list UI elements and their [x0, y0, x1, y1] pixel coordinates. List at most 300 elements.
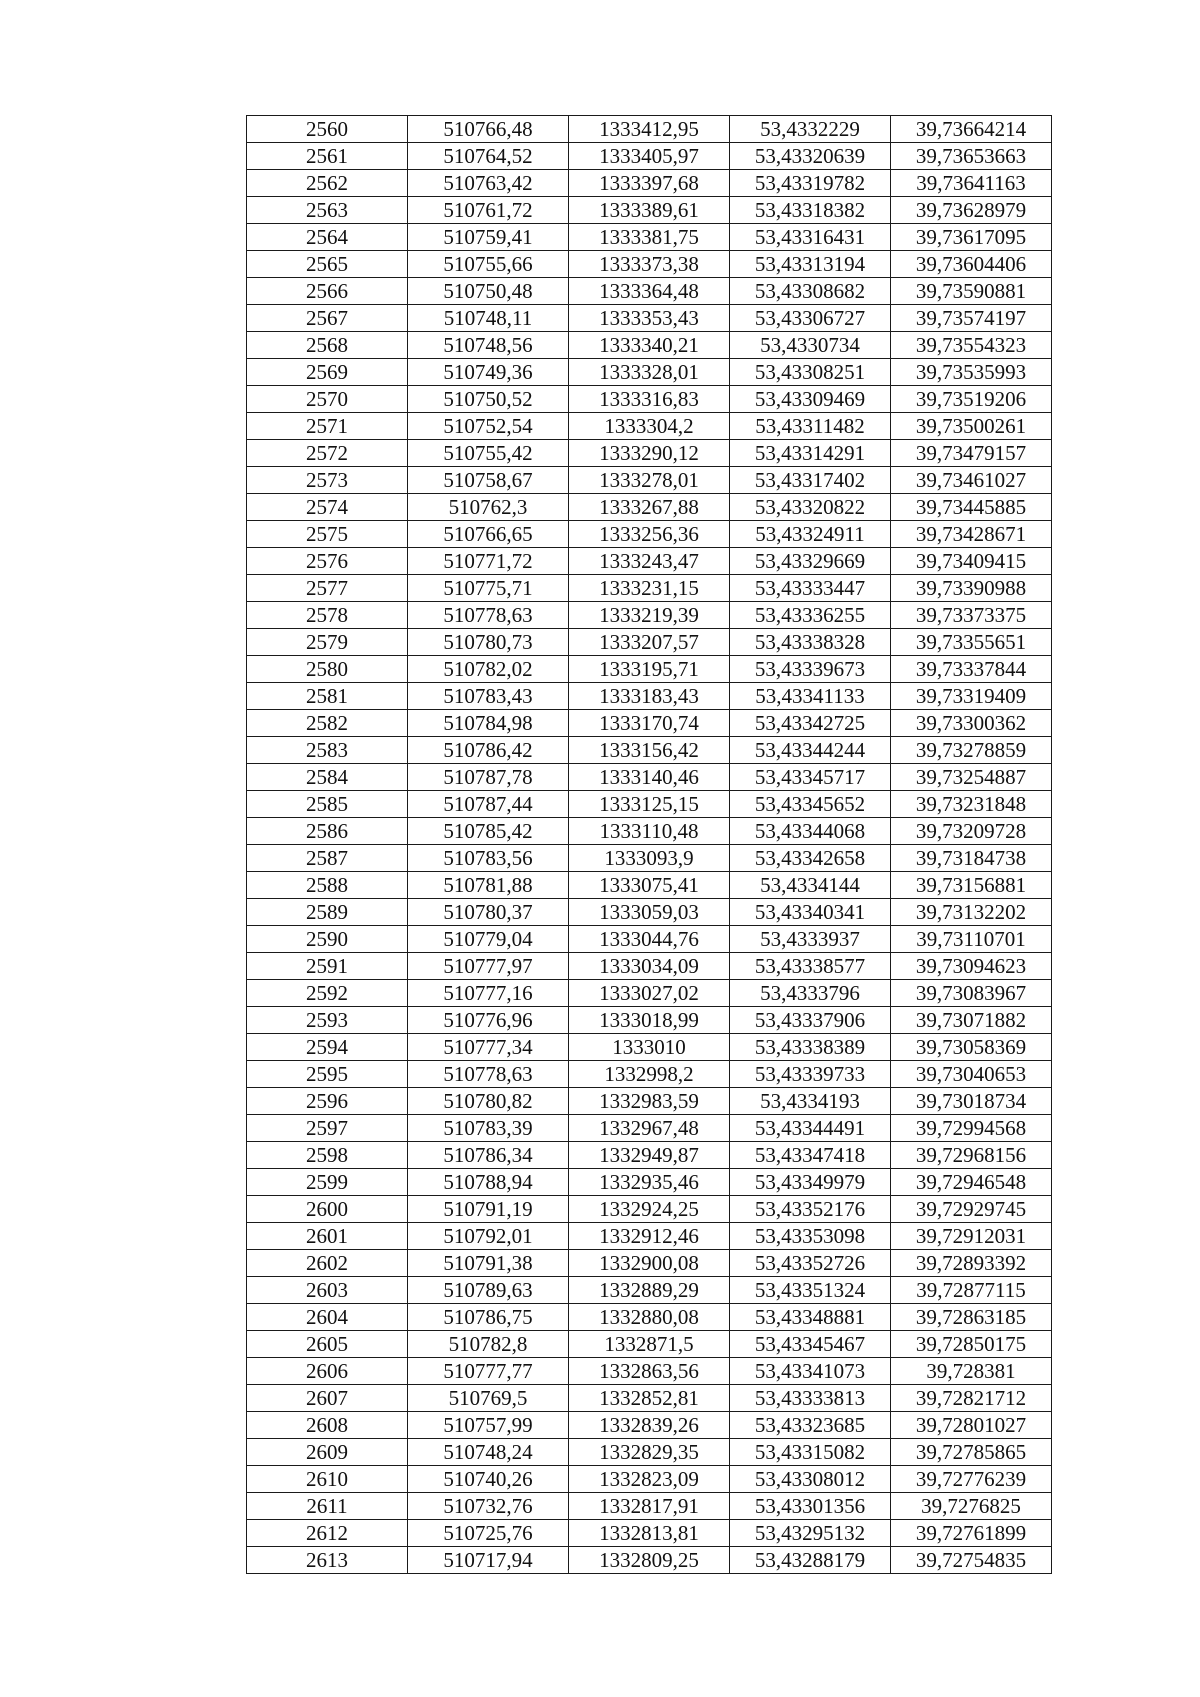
latitude-cell: 53,43337906 [730, 1007, 891, 1034]
y-coordinate-cell: 1333183,43 [569, 683, 730, 710]
x-coordinate-cell: 510788,94 [408, 1169, 569, 1196]
table-row [247, 1115, 1052, 1142]
latitude-cell: 53,43342658 [730, 845, 891, 872]
point-number-cell: 2609 [247, 1439, 408, 1466]
point-number-cell: 2574 [247, 494, 408, 521]
x-coordinate-cell: 510759,41 [408, 224, 569, 251]
longitude-cell: 39,73300362 [891, 710, 1052, 737]
y-coordinate-cell: 1333389,61 [569, 197, 730, 224]
y-coordinate-cell: 1333207,57 [569, 629, 730, 656]
point-number-cell: 2580 [247, 656, 408, 683]
y-coordinate-cell: 1333381,75 [569, 224, 730, 251]
table-row [247, 656, 1052, 683]
longitude-cell: 39,73617095 [891, 224, 1052, 251]
y-coordinate-cell: 1333195,71 [569, 656, 730, 683]
table-row [247, 737, 1052, 764]
point-number-cell: 2587 [247, 845, 408, 872]
point-number-cell: 2576 [247, 548, 408, 575]
y-coordinate-cell: 1333412,95 [569, 116, 730, 143]
table-row [247, 1331, 1052, 1358]
table-row [247, 710, 1052, 737]
point-number-cell: 2590 [247, 926, 408, 953]
point-number-cell: 2565 [247, 251, 408, 278]
point-number-cell: 2596 [247, 1088, 408, 1115]
latitude-cell: 53,43316431 [730, 224, 891, 251]
point-number-cell: 2561 [247, 143, 408, 170]
x-coordinate-cell: 510725,76 [408, 1520, 569, 1547]
point-number-cell: 2599 [247, 1169, 408, 1196]
point-number-cell: 2563 [247, 197, 408, 224]
latitude-cell: 53,43344491 [730, 1115, 891, 1142]
latitude-cell: 53,43323685 [730, 1412, 891, 1439]
point-number-cell: 2569 [247, 359, 408, 386]
x-coordinate-cell: 510748,56 [408, 332, 569, 359]
longitude-cell: 39,73254887 [891, 764, 1052, 791]
table-row [247, 980, 1052, 1007]
x-coordinate-cell: 510782,02 [408, 656, 569, 683]
longitude-cell: 39,72785865 [891, 1439, 1052, 1466]
y-coordinate-cell: 1332967,48 [569, 1115, 730, 1142]
point-number-cell: 2601 [247, 1223, 408, 1250]
latitude-cell: 53,43352726 [730, 1250, 891, 1277]
y-coordinate-cell: 1333316,83 [569, 386, 730, 413]
table-row [247, 1277, 1052, 1304]
longitude-cell: 39,72946548 [891, 1169, 1052, 1196]
latitude-cell: 53,43344068 [730, 818, 891, 845]
point-number-cell: 2573 [247, 467, 408, 494]
table-row [247, 1520, 1052, 1547]
table-row [247, 1250, 1052, 1277]
longitude-cell: 39,73574197 [891, 305, 1052, 332]
x-coordinate-cell: 510781,88 [408, 872, 569, 899]
latitude-cell: 53,43339673 [730, 656, 891, 683]
longitude-cell: 39,73519206 [891, 386, 1052, 413]
y-coordinate-cell: 1332924,25 [569, 1196, 730, 1223]
latitude-cell: 53,4330734 [730, 332, 891, 359]
x-coordinate-cell: 510758,67 [408, 467, 569, 494]
longitude-cell: 39,72968156 [891, 1142, 1052, 1169]
table-row [247, 926, 1052, 953]
latitude-cell: 53,43308012 [730, 1466, 891, 1493]
longitude-cell: 39,72893392 [891, 1250, 1052, 1277]
point-number-cell: 2568 [247, 332, 408, 359]
point-number-cell: 2612 [247, 1520, 408, 1547]
x-coordinate-cell: 510778,63 [408, 602, 569, 629]
point-number-cell: 2572 [247, 440, 408, 467]
longitude-cell: 39,73156881 [891, 872, 1052, 899]
table-row [247, 1034, 1052, 1061]
y-coordinate-cell: 1332809,25 [569, 1547, 730, 1574]
y-coordinate-cell: 1333353,43 [569, 305, 730, 332]
y-coordinate-cell: 1333034,09 [569, 953, 730, 980]
table-row [247, 1412, 1052, 1439]
x-coordinate-cell: 510732,76 [408, 1493, 569, 1520]
longitude-cell: 39,73409415 [891, 548, 1052, 575]
y-coordinate-cell: 1333075,41 [569, 872, 730, 899]
y-coordinate-cell: 1333256,36 [569, 521, 730, 548]
latitude-cell: 53,43317402 [730, 467, 891, 494]
x-coordinate-cell: 510789,63 [408, 1277, 569, 1304]
longitude-cell: 39,73554323 [891, 332, 1052, 359]
longitude-cell: 39,73040653 [891, 1061, 1052, 1088]
longitude-cell: 39,73445885 [891, 494, 1052, 521]
y-coordinate-cell: 1332935,46 [569, 1169, 730, 1196]
x-coordinate-cell: 510786,75 [408, 1304, 569, 1331]
longitude-cell: 39,73461027 [891, 467, 1052, 494]
x-coordinate-cell: 510784,98 [408, 710, 569, 737]
longitude-cell: 39,7276825 [891, 1493, 1052, 1520]
table-row [247, 1439, 1052, 1466]
longitude-cell: 39,73094623 [891, 953, 1052, 980]
y-coordinate-cell: 1333364,48 [569, 278, 730, 305]
point-number-cell: 2597 [247, 1115, 408, 1142]
latitude-cell: 53,43349979 [730, 1169, 891, 1196]
y-coordinate-cell: 1332823,09 [569, 1466, 730, 1493]
longitude-cell: 39,73018734 [891, 1088, 1052, 1115]
latitude-cell: 53,43348881 [730, 1304, 891, 1331]
point-number-cell: 2583 [247, 737, 408, 764]
latitude-cell: 53,4334144 [730, 872, 891, 899]
latitude-cell: 53,43324911 [730, 521, 891, 548]
longitude-cell: 39,73590881 [891, 278, 1052, 305]
point-number-cell: 2579 [247, 629, 408, 656]
table-row [247, 143, 1052, 170]
table-row [247, 305, 1052, 332]
latitude-cell: 53,43341133 [730, 683, 891, 710]
point-number-cell: 2610 [247, 1466, 408, 1493]
table-row [247, 386, 1052, 413]
point-number-cell: 2585 [247, 791, 408, 818]
y-coordinate-cell: 1333093,9 [569, 845, 730, 872]
x-coordinate-cell: 510750,52 [408, 386, 569, 413]
latitude-cell: 53,43344244 [730, 737, 891, 764]
y-coordinate-cell: 1333044,76 [569, 926, 730, 953]
y-coordinate-cell: 1332912,46 [569, 1223, 730, 1250]
table-row [247, 1196, 1052, 1223]
latitude-cell: 53,43308682 [730, 278, 891, 305]
longitude-cell: 39,72821712 [891, 1385, 1052, 1412]
y-coordinate-cell: 1333278,01 [569, 467, 730, 494]
table-row [247, 467, 1052, 494]
longitude-cell: 39,72912031 [891, 1223, 1052, 1250]
latitude-cell: 53,43329669 [730, 548, 891, 575]
latitude-cell: 53,4332229 [730, 116, 891, 143]
y-coordinate-cell: 1332871,5 [569, 1331, 730, 1358]
latitude-cell: 53,43306727 [730, 305, 891, 332]
latitude-cell: 53,4334193 [730, 1088, 891, 1115]
coordinates-table-body [247, 116, 1052, 1574]
x-coordinate-cell: 510783,43 [408, 683, 569, 710]
point-number-cell: 2591 [247, 953, 408, 980]
longitude-cell: 39,73209728 [891, 818, 1052, 845]
y-coordinate-cell: 1332817,91 [569, 1493, 730, 1520]
table-row [247, 548, 1052, 575]
x-coordinate-cell: 510717,94 [408, 1547, 569, 1574]
latitude-cell: 53,43333813 [730, 1385, 891, 1412]
y-coordinate-cell: 1333304,2 [569, 413, 730, 440]
x-coordinate-cell: 510791,19 [408, 1196, 569, 1223]
table-row [247, 818, 1052, 845]
y-coordinate-cell: 1333156,42 [569, 737, 730, 764]
longitude-cell: 39,73231848 [891, 791, 1052, 818]
y-coordinate-cell: 1333125,15 [569, 791, 730, 818]
y-coordinate-cell: 1333231,15 [569, 575, 730, 602]
y-coordinate-cell: 1333059,03 [569, 899, 730, 926]
y-coordinate-cell: 1332889,29 [569, 1277, 730, 1304]
longitude-cell: 39,72877115 [891, 1277, 1052, 1304]
point-number-cell: 2570 [247, 386, 408, 413]
table-row [247, 1061, 1052, 1088]
y-coordinate-cell: 1332839,26 [569, 1412, 730, 1439]
table-row [247, 1142, 1052, 1169]
x-coordinate-cell: 510779,04 [408, 926, 569, 953]
table-row [247, 872, 1052, 899]
longitude-cell: 39,72994568 [891, 1115, 1052, 1142]
point-number-cell: 2584 [247, 764, 408, 791]
longitude-cell: 39,72850175 [891, 1331, 1052, 1358]
y-coordinate-cell: 1333290,12 [569, 440, 730, 467]
table-row [247, 602, 1052, 629]
y-coordinate-cell: 1333397,68 [569, 170, 730, 197]
longitude-cell: 39,73641163 [891, 170, 1052, 197]
y-coordinate-cell: 1332813,81 [569, 1520, 730, 1547]
x-coordinate-cell: 510755,42 [408, 440, 569, 467]
table-row [247, 1466, 1052, 1493]
x-coordinate-cell: 510766,65 [408, 521, 569, 548]
longitude-cell: 39,72754835 [891, 1547, 1052, 1574]
longitude-cell: 39,73083967 [891, 980, 1052, 1007]
point-number-cell: 2606 [247, 1358, 408, 1385]
latitude-cell: 53,43333447 [730, 575, 891, 602]
longitude-cell: 39,73428671 [891, 521, 1052, 548]
longitude-cell: 39,73278859 [891, 737, 1052, 764]
point-number-cell: 2562 [247, 170, 408, 197]
x-coordinate-cell: 510776,96 [408, 1007, 569, 1034]
longitude-cell: 39,73071882 [891, 1007, 1052, 1034]
point-number-cell: 2581 [247, 683, 408, 710]
table-row [247, 1385, 1052, 1412]
table-row [247, 899, 1052, 926]
y-coordinate-cell: 1333267,88 [569, 494, 730, 521]
x-coordinate-cell: 510771,72 [408, 548, 569, 575]
table-row [247, 278, 1052, 305]
x-coordinate-cell: 510755,66 [408, 251, 569, 278]
latitude-cell: 53,43351324 [730, 1277, 891, 1304]
latitude-cell: 53,43345717 [730, 764, 891, 791]
table-row [247, 332, 1052, 359]
latitude-cell: 53,43320822 [730, 494, 891, 521]
latitude-cell: 53,43345652 [730, 791, 891, 818]
x-coordinate-cell: 510748,24 [408, 1439, 569, 1466]
latitude-cell: 53,43345467 [730, 1331, 891, 1358]
x-coordinate-cell: 510777,16 [408, 980, 569, 1007]
longitude-cell: 39,72761899 [891, 1520, 1052, 1547]
y-coordinate-cell: 1332863,56 [569, 1358, 730, 1385]
y-coordinate-cell: 1333027,02 [569, 980, 730, 1007]
y-coordinate-cell: 1333010 [569, 1034, 730, 1061]
longitude-cell: 39,73132202 [891, 899, 1052, 926]
point-number-cell: 2611 [247, 1493, 408, 1520]
longitude-cell: 39,73500261 [891, 413, 1052, 440]
x-coordinate-cell: 510780,82 [408, 1088, 569, 1115]
y-coordinate-cell: 1332852,81 [569, 1385, 730, 1412]
y-coordinate-cell: 1333328,01 [569, 359, 730, 386]
point-number-cell: 2593 [247, 1007, 408, 1034]
y-coordinate-cell: 1333373,38 [569, 251, 730, 278]
x-coordinate-cell: 510785,42 [408, 818, 569, 845]
latitude-cell: 53,43319782 [730, 170, 891, 197]
latitude-cell: 53,43342725 [730, 710, 891, 737]
point-number-cell: 2604 [247, 1304, 408, 1331]
x-coordinate-cell: 510775,71 [408, 575, 569, 602]
table-row [247, 440, 1052, 467]
point-number-cell: 2571 [247, 413, 408, 440]
longitude-cell: 39,73355651 [891, 629, 1052, 656]
latitude-cell: 53,43288179 [730, 1547, 891, 1574]
point-number-cell: 2607 [247, 1385, 408, 1412]
table-row [247, 1493, 1052, 1520]
x-coordinate-cell: 510780,73 [408, 629, 569, 656]
point-number-cell: 2586 [247, 818, 408, 845]
x-coordinate-cell: 510757,99 [408, 1412, 569, 1439]
longitude-cell: 39,728381 [891, 1358, 1052, 1385]
point-number-cell: 2608 [247, 1412, 408, 1439]
x-coordinate-cell: 510786,42 [408, 737, 569, 764]
table-row [247, 953, 1052, 980]
x-coordinate-cell: 510764,52 [408, 143, 569, 170]
table-row [247, 224, 1052, 251]
longitude-cell: 39,72863185 [891, 1304, 1052, 1331]
latitude-cell: 53,43320639 [730, 143, 891, 170]
x-coordinate-cell: 510791,38 [408, 1250, 569, 1277]
longitude-cell: 39,73535993 [891, 359, 1052, 386]
latitude-cell: 53,43318382 [730, 197, 891, 224]
longitude-cell: 39,73058369 [891, 1034, 1052, 1061]
table-row [247, 845, 1052, 872]
x-coordinate-cell: 510787,78 [408, 764, 569, 791]
y-coordinate-cell: 1333170,74 [569, 710, 730, 737]
latitude-cell: 53,43313194 [730, 251, 891, 278]
y-coordinate-cell: 1332880,08 [569, 1304, 730, 1331]
table-row [247, 1088, 1052, 1115]
table-row [247, 683, 1052, 710]
latitude-cell: 53,43347418 [730, 1142, 891, 1169]
y-coordinate-cell: 1332983,59 [569, 1088, 730, 1115]
point-number-cell: 2605 [247, 1331, 408, 1358]
y-coordinate-cell: 1332998,2 [569, 1061, 730, 1088]
table-row [247, 170, 1052, 197]
table-row [247, 791, 1052, 818]
longitude-cell: 39,73479157 [891, 440, 1052, 467]
latitude-cell: 53,43339733 [730, 1061, 891, 1088]
x-coordinate-cell: 510786,34 [408, 1142, 569, 1169]
table-row [247, 1547, 1052, 1574]
point-number-cell: 2560 [247, 116, 408, 143]
table-row [247, 764, 1052, 791]
table-row [247, 629, 1052, 656]
point-number-cell: 2578 [247, 602, 408, 629]
longitude-cell: 39,73628979 [891, 197, 1052, 224]
x-coordinate-cell: 510782,8 [408, 1331, 569, 1358]
point-number-cell: 2603 [247, 1277, 408, 1304]
x-coordinate-cell: 510777,77 [408, 1358, 569, 1385]
longitude-cell: 39,73373375 [891, 602, 1052, 629]
latitude-cell: 53,43308251 [730, 359, 891, 386]
table-row [247, 359, 1052, 386]
longitude-cell: 39,72801027 [891, 1412, 1052, 1439]
longitude-cell: 39,73653663 [891, 143, 1052, 170]
x-coordinate-cell: 510778,63 [408, 1061, 569, 1088]
x-coordinate-cell: 510752,54 [408, 413, 569, 440]
latitude-cell: 53,43336255 [730, 602, 891, 629]
y-coordinate-cell: 1332949,87 [569, 1142, 730, 1169]
y-coordinate-cell: 1332900,08 [569, 1250, 730, 1277]
point-number-cell: 2566 [247, 278, 408, 305]
longitude-cell: 39,73390988 [891, 575, 1052, 602]
point-number-cell: 2602 [247, 1250, 408, 1277]
latitude-cell: 53,4333937 [730, 926, 891, 953]
y-coordinate-cell: 1333140,46 [569, 764, 730, 791]
x-coordinate-cell: 510763,42 [408, 170, 569, 197]
latitude-cell: 53,43301356 [730, 1493, 891, 1520]
table-row [247, 1304, 1052, 1331]
latitude-cell: 53,43338328 [730, 629, 891, 656]
x-coordinate-cell: 510792,01 [408, 1223, 569, 1250]
x-coordinate-cell: 510748,11 [408, 305, 569, 332]
point-number-cell: 2588 [247, 872, 408, 899]
latitude-cell: 53,43315082 [730, 1439, 891, 1466]
y-coordinate-cell: 1332829,35 [569, 1439, 730, 1466]
x-coordinate-cell: 510761,72 [408, 197, 569, 224]
x-coordinate-cell: 510740,26 [408, 1466, 569, 1493]
table-row [247, 413, 1052, 440]
point-number-cell: 2594 [247, 1034, 408, 1061]
y-coordinate-cell: 1333219,39 [569, 602, 730, 629]
y-coordinate-cell: 1333243,47 [569, 548, 730, 575]
table-row [247, 251, 1052, 278]
point-number-cell: 2564 [247, 224, 408, 251]
y-coordinate-cell: 1333018,99 [569, 1007, 730, 1034]
longitude-cell: 39,72929745 [891, 1196, 1052, 1223]
point-number-cell: 2589 [247, 899, 408, 926]
latitude-cell: 53,43314291 [730, 440, 891, 467]
table-row [247, 1007, 1052, 1034]
point-number-cell: 2613 [247, 1547, 408, 1574]
x-coordinate-cell: 510783,39 [408, 1115, 569, 1142]
latitude-cell: 53,43340341 [730, 899, 891, 926]
y-coordinate-cell: 1333405,97 [569, 143, 730, 170]
table-row [247, 1223, 1052, 1250]
point-number-cell: 2575 [247, 521, 408, 548]
table-row [247, 1358, 1052, 1385]
table-row [247, 1169, 1052, 1196]
coordinates-table [246, 115, 1052, 1574]
point-number-cell: 2600 [247, 1196, 408, 1223]
longitude-cell: 39,73337844 [891, 656, 1052, 683]
x-coordinate-cell: 510777,34 [408, 1034, 569, 1061]
point-number-cell: 2598 [247, 1142, 408, 1169]
latitude-cell: 53,4333796 [730, 980, 891, 1007]
longitude-cell: 39,73604406 [891, 251, 1052, 278]
latitude-cell: 53,43352176 [730, 1196, 891, 1223]
x-coordinate-cell: 510749,36 [408, 359, 569, 386]
x-coordinate-cell: 510766,48 [408, 116, 569, 143]
longitude-cell: 39,73664214 [891, 116, 1052, 143]
latitude-cell: 53,43309469 [730, 386, 891, 413]
x-coordinate-cell: 510769,5 [408, 1385, 569, 1412]
longitude-cell: 39,72776239 [891, 1466, 1052, 1493]
latitude-cell: 53,43311482 [730, 413, 891, 440]
